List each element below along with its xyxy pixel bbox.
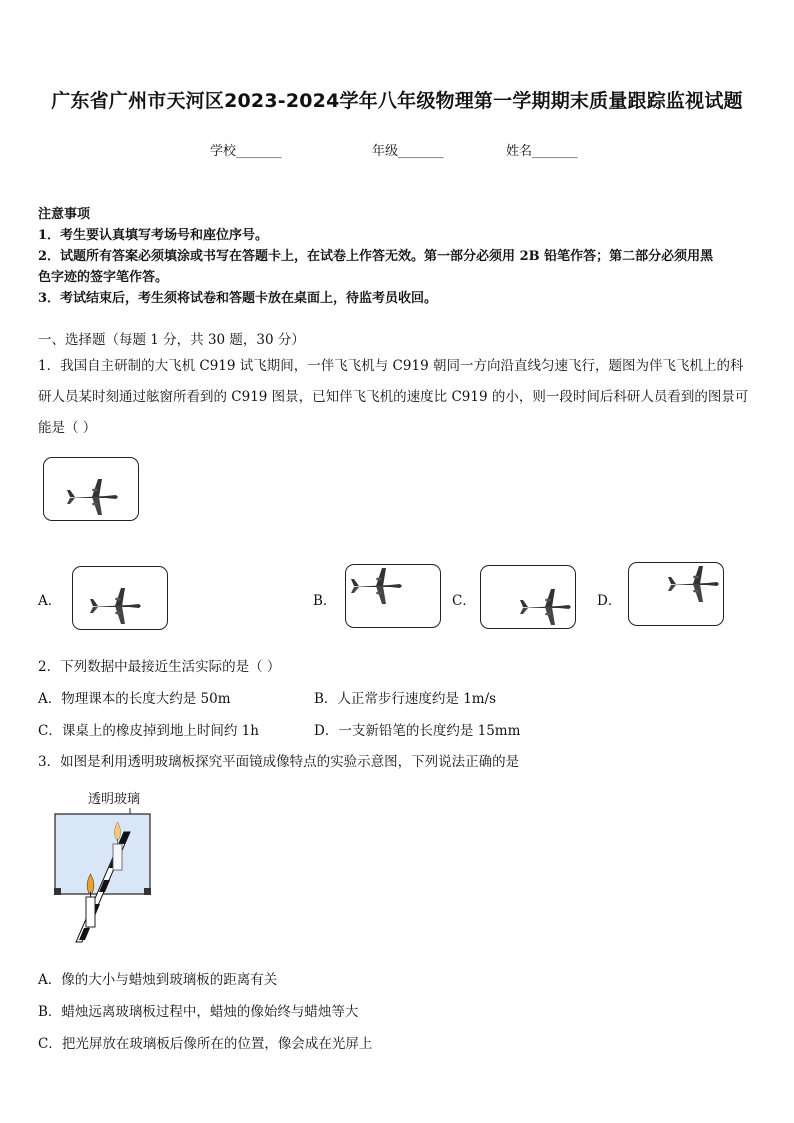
q1-option-a-window[interactable]	[72, 566, 168, 630]
q1-option-d-label[interactable]: D．	[597, 593, 622, 609]
candle-icon	[86, 874, 95, 927]
q1-option-b-window[interactable]	[345, 564, 441, 628]
airplane-icon	[350, 565, 404, 607]
q2-option-d[interactable]: D．一支新铅笔的长度约是 15mm	[314, 723, 521, 739]
airplane-icon	[89, 585, 143, 627]
airplane-icon	[519, 586, 573, 628]
airplane-icon	[66, 476, 120, 518]
q2-stem: 2．下列数据中最接近生活实际的是（ ）	[38, 659, 281, 675]
notice-item-2-line-1: 2．试题所有答案必须填涂或书写在答题卡上，在试卷上作答无效。第一部分必须用 2B 铅笔作答；第二部分必须用黑	[38, 249, 714, 264]
q3-option-b[interactable]: B．蜡烛远离玻璃板过程中，蜡烛的像始终与蜡烛等大	[38, 1004, 359, 1020]
q2-option-c[interactable]: C．课桌上的橡皮掉到地上时间约 1h	[38, 723, 259, 739]
q1-figure-window	[43, 457, 139, 521]
q3-stem: 3．如图是利用透明玻璃板探究平面镜成像特点的实验示意图，下列说法正确的是	[38, 754, 520, 770]
q2-option-a[interactable]: A．物理课本的长度大约是 50m	[38, 691, 231, 707]
notice-item-1: 1．考生要认真填写考场号和座位序号。	[38, 228, 269, 243]
section-heading: 一、选择题（每题 1 分，共 30 题，30 分）	[38, 332, 305, 348]
q1-stem-line-2: 研人员某时刻通过舷窗所看到的 C919 图景，已知伴飞飞机的速度比 C919 的小，则一段时间后科研人员看到的图景可	[38, 389, 749, 405]
q3-figure-label: 透明玻璃	[88, 792, 141, 807]
q1-option-b-label[interactable]: B．	[313, 593, 337, 609]
q1-stem-line-1: 1．我国自主研制的大飞机 C919 试飞期间，一伴飞飞机与 C919 朝同一方向沿直线匀速飞行，题图为伴飞飞机上的科	[38, 358, 744, 374]
q1-option-d-window[interactable]	[628, 562, 724, 626]
q1-option-c-window[interactable]	[480, 565, 576, 629]
q3-option-a[interactable]: A．像的大小与蜡烛到玻璃板的距离有关	[38, 972, 278, 988]
q3-mirror-figure	[50, 802, 160, 944]
notice-item-2-line-2: 色字迹的签字笔作答。	[38, 270, 169, 285]
page-title: 广东省广州市天河区2023-2024学年八年级物理第一学期期末质量跟踪监视试题	[51, 90, 743, 112]
name-field[interactable]: 姓名_______	[506, 144, 578, 159]
grade-field[interactable]: 年级_______	[372, 144, 444, 159]
q1-stem-line-3: 能是（ ）	[38, 420, 97, 436]
q1-option-c-label[interactable]: C．	[452, 593, 476, 609]
notice-heading: 注意事项	[38, 207, 91, 222]
school-field[interactable]: 学校_______	[210, 144, 282, 159]
q3-option-c[interactable]: C．把光屏放在玻璃板后像所在的位置，像会成在光屏上	[38, 1036, 373, 1052]
airplane-icon	[667, 563, 721, 605]
notice-item-3: 3．考试结束后，考生须将试卷和答题卡放在桌面上，待监考员收回。	[38, 291, 438, 306]
q1-option-a-label[interactable]: A．	[38, 593, 62, 609]
q2-option-b[interactable]: B．人正常步行速度约是 1m/s	[314, 691, 497, 707]
